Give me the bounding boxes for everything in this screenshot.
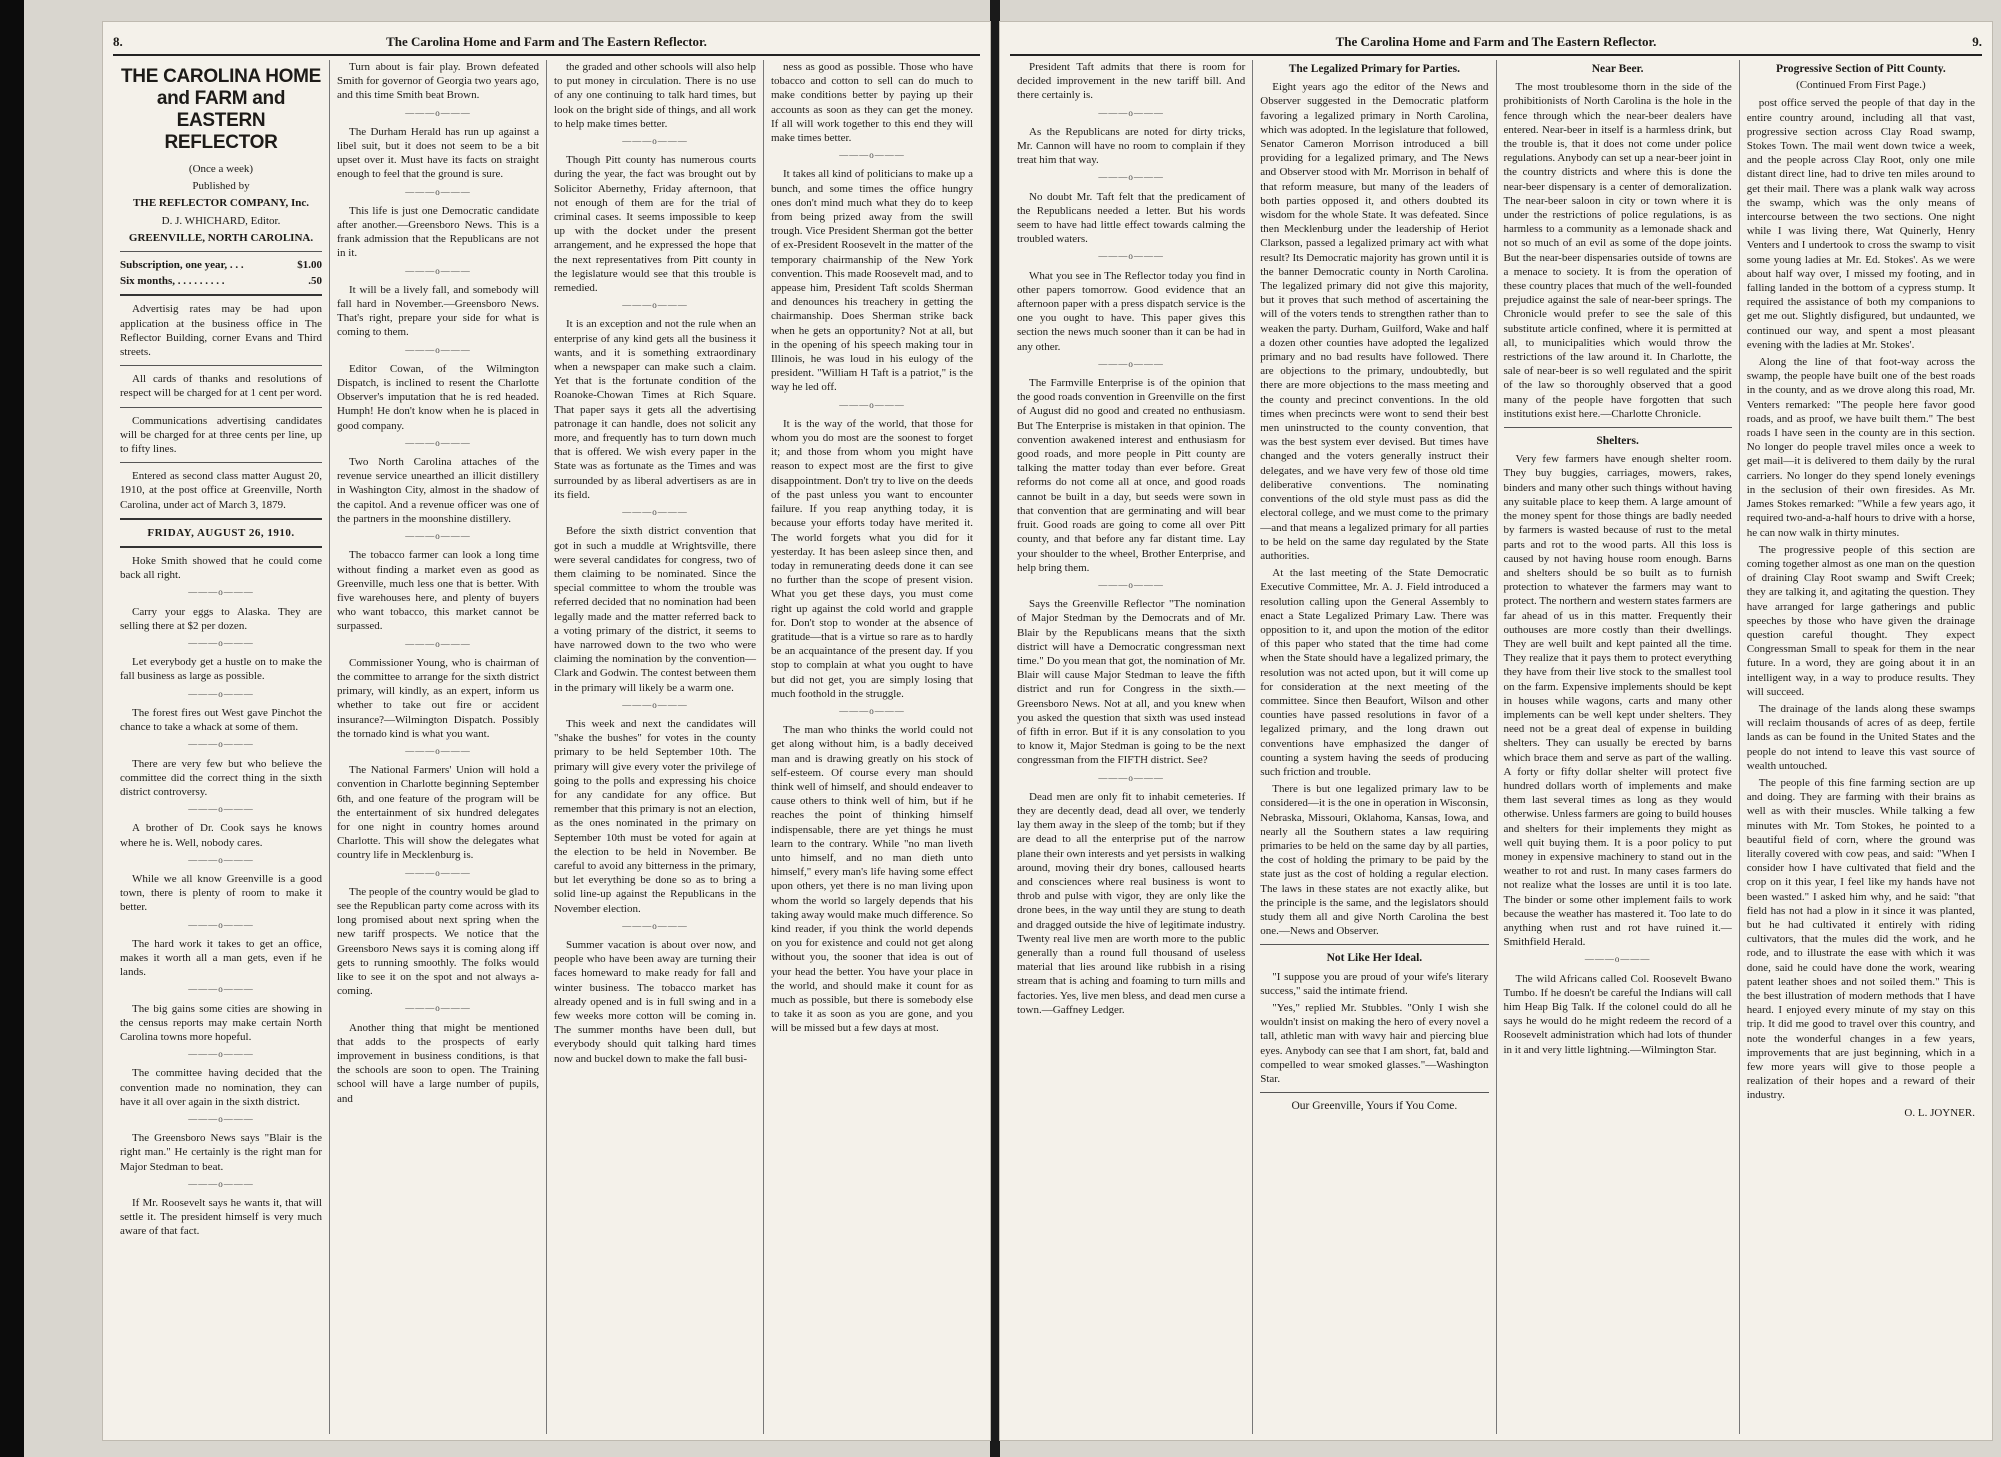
paragraph: A brother of Dr. Cook says he knows where he is. Well, nobody cares. <box>120 822 322 849</box>
newspaper-page-9 <box>1000 22 1992 1440</box>
column-items <box>1017 60 1245 1017</box>
separator: ———o——— <box>1098 107 1164 118</box>
paragraph: Editor Cowan, of the Wilmington Dispatch, is inclined to resent the Charlotte Observer's imputation that he is red headed. Humph! He don't know when he is placed in good company. <box>337 362 539 432</box>
paragraph: If Mr. Roosevelt says he wants it, that will settle it. The president himself is very much aware of that fact. <box>120 1196 322 1238</box>
paragraph: Turn about is fair play. Brown defeated Smith for governor of Georgia two years ago, and this time Smith beat Brown. <box>337 61 539 102</box>
separator: ———o——— <box>188 854 254 865</box>
paragraph: It takes all kind of politicians to make up a bunch, and some times the office hungry ones don't mind much what they do to keep from being prized away from the swill trough. Vice President Sherman got the better of ex-President Roosevelt in the matter of the temporary chairmanship of the New York convention. This made Roosevelt mad, and to appease him, President Taft scolds Sherman and denounces his treachery in getting the chairmanship. Does Sherman strike back when he gets an opportunity? Not at all, but in the opening of his speech making tour in Illinois, he was loud in his eulogy of the president. "William H Taft is a patriot," is the way he led off. <box>771 168 973 394</box>
separator: ———o——— <box>405 344 471 355</box>
paragraph: The people of the country would be glad to see the Republican party come across with its long promised about next spring when the new tariff prospects. We notice that the Greensboro News says it is coming along iff gets to running smoothly. The folks would like to see it on the spot and not always a-coming. <box>337 885 540 998</box>
separator: ———o——— <box>188 638 254 649</box>
paragraph: The big gains some cities are showing in the census reports may make certain North Carolina towns more hopeful. <box>120 1002 322 1043</box>
paragraph: Before the sixth district convention that got in such a muddle at Wrightsville, there were several candidates for congress, two of them claiming to be nominated. Since the special committee to whom the trouble was referred decided that no nomination had been legally made and the matter referred back to a voting primary of the district, it seems to have narrowed down to the two who were claiming the nomination by the convention—Clark and Godwin. The contest between them in the primary will likely be a warm one. <box>554 525 756 694</box>
paragraph: Along the line of that foot-way across the swamp, the people have built one of the best roads in the county, and as we drove along this road, Mr. Venters remarked: "The people here favor good roads, and as proof, we have built them." The best roads I have seen in the county are in this section. No longer do people travel miles once a week to get mail—it is delivered to them daily by the rural carriers. No longer do they spend lonely evenings in the seclusion of their own firesides. As Mr. James Stokes remarked: "While a few years ago, it required two-and-a-half hours to drive with a horse, he can now walk in thirty minutes. <box>1746 356 1975 539</box>
rule <box>120 365 322 366</box>
separator: ———o——— <box>188 804 254 815</box>
separator: ———o——— <box>188 1113 254 1124</box>
article-subtitle: (Continued From First Page.) <box>1796 79 1926 92</box>
notice: Advertisig rates may be had upon application at the business office in The Reflector Building, corner Evans and Third streets. <box>120 303 322 359</box>
paragraph: There are very few but who believe the committee did the correct thing in the sixth district controversy. <box>120 757 322 798</box>
separator: ———o——— <box>188 587 254 598</box>
separator: ———o——— <box>405 1003 471 1014</box>
paragraph: The Durham Herald has run up against a libel suit, but it does not seem to be a bit upset over it. Must have its facts on straight enough to feel that the ground is sure. <box>337 125 539 181</box>
paragraph: President Taft admits that there is room for decided improvement in the new tariff bill. And there certainly is. <box>1017 61 1246 102</box>
separator: ———o——— <box>1584 954 1651 965</box>
paragraph: Dead men are only fit to inhabit cemeteries. If they are decently dead, dead all over, we tenderly lay them away in the sleep of the tomb; but if they are dead to all the enterprise put of the narrow plane their own interests and yet persists in walking around, moving their dry bones, calloused hearts and consciences where real business is wont to throb and pulse with vigor, they are only like the drone bees, in the way until they are stung to death and dragged outside the hive of legitimate industry. Twenty real live men are worth more to the public generally than a round full thousand of useless material that lies around like rubbish in a rising stream that is aching and foaming to turn mills and factories. Yes, live men bless, and dead men curse a town.—Gaffney Ledger. <box>1017 790 1246 1016</box>
paragraph: Let everybody get a hustle on to make the fall business as large as possible. <box>120 656 322 683</box>
separator: ———o——— <box>188 984 254 995</box>
separator: ———o——— <box>405 265 471 276</box>
rate-price: $1.00 <box>297 259 322 272</box>
article-body <box>1747 96 1975 1102</box>
author-signature: O. L. JOYNER. <box>1904 1106 1975 1119</box>
separator: ———o——— <box>1098 251 1164 262</box>
separator: ———o——— <box>622 136 688 147</box>
column-1 <box>113 60 329 1434</box>
paragraph: "Yes," replied Mr. Stubbles. "Only I wish she wouldn't insist on making the hero of every novel a tall, athletic man with wavy hair and piercing blue eyes. Anybody can see that I am short, fat, bald and compelled to wear smoked glasses."—Washington Star. <box>1260 1002 1489 1086</box>
paragraph: Though Pitt county has numerous courts during the year, the fact was brought out by Solicitor Abernethy, Friday afternoon, that not enough of them are for the trial of criminal cases. It seems impossible to keep up with the docket under the present arrangement, and he expressed the hope that the next representatives from Pitt county in the legislature would see that this trouble is remedied. <box>554 154 756 295</box>
separator: ———o——— <box>405 867 471 878</box>
separator: ———o——— <box>188 1178 254 1189</box>
masthead-title: THE CAROLINA HOME and FARM and EASTERN REFLECTOR <box>120 66 322 153</box>
location: GREENVILLE, NORTH CAROLINA. <box>128 231 314 244</box>
paragraph: Summer vacation is about over now, and people who have been away are turning their faces homeward to make ready for fall and winter business. The tobacco market has already opened and is in full swing and in a few weeks more cotton will be coming in. The summer months have been dull, but everybody should quit talking hard times now and buckel down to make the fall busi- <box>554 938 756 1065</box>
article-body <box>1504 80 1732 421</box>
rate-row <box>120 274 322 288</box>
paragraph: The people of this fine farming section are up and doing. They are farming with their brains as well as with their muscles. While talking a few minutes with Mr. Tom Stokes, he pointed to a beautiful field of corn, where the ground was literally covered with cow peas, and said: "When I consider how I have cultivated that field and the crop on it this year, I feel like my hands have not been wasted." I asked him why, and he said: "that field has not had a plow in it since it was planted, but he had cultivated it entirely with riding cultivators, that the mules did the work, and he rode, and to illustrate the ease with which it was done, said he could have done the work, wearing patent leather shoes and not soiled them." This is the best illustration of modern methods that I have heard. I enjoyed every minute of my stay on this trip. It did me good to travel over this country, and note the wonderful changes in a few years, improvements that are just beginning, which in a few more years will give to those people a realization of their hopes and a reward of their industry. <box>1746 776 1975 1102</box>
separator: ———o——— <box>188 739 254 750</box>
paragraph: Carry your eggs to Alaska. They are selling there at $2 per dozen. <box>120 605 322 632</box>
separator: ———o——— <box>839 399 905 410</box>
paragraph: There is but one legalized primary law to be considered—it is the one in operation in Wisconsin, Nebraska, Missouri, Oklahoma, Kansas, Iowa, and nearly all the Southern states a law requiring primaries to be held on the same day by all parties, the cost of holding the primary to be paid by the state just as the cost of holding a regular election. The laws in these states are not exactly alike, but the principle is the same, and the legislators should study them all and give North Carolina the best one.—News and Observer. <box>1260 783 1489 938</box>
paragraph: It is an exception and not the rule when an enterprise of any kind gets all the business it wants, and it is something extraordinary when a newspaper can make such a claim. Yet that is the fortunate condition of the Roanoke-Chowan Times at Rich Square. That paper says it gets all the advertising patronage it can handle, does not solicit any more, and frequently has to turn down much that is offered. We wish every paper in the State was as fortunate as the Times and was surrounded by as liberal advertisers as are in its field. <box>554 318 756 501</box>
page-number: 8. <box>113 34 123 49</box>
separator: ———o——— <box>405 638 471 649</box>
separator: ———o——— <box>622 300 688 311</box>
separator: ———o——— <box>1098 772 1164 783</box>
paragraph: Very few farmers have enough shelter room. They buy buggies, carriages, mowers, rakes, binders and many other such things without having any suitable place to keep them. A large amount of the money spent for those things are badly needed by farmers is wasted because of rust to the metal parts and rot to the wood parts. All this loss is caused by not having house room enough. Barns and shelters should be so built as to furnish protection to whatever the farmers may want to protect. The northern and western states farmers are far ahead of us in this matter. Frequently their outhouses are more costly than their dwellings. They are well built and kept painted all the time. They realize that it pays them to protect everything they have from their live stock to the smallest tool on the farm. Expensive implements should be kept in houses while wagons, carts and many other implements can be well kept under shelters. They need not be a great deal of expense in building shelters. They can usually be erected by barns which brace them and serve as part of the walling. A forty or fifty dollar shelter will protect five hundred dollars worth of implements and make them last several times as long as they would otherwise. Unless farmers are going to build houses and shelters for their implements they might as well quit buying them. It is a poor policy to put money in expensive machinery to stand out in the weather to rot and rust. In many cases farmers do not realize what the losses are until it is too late. The binder or some other implement fails to work because the weather has mastered it. Too late to do anything when rust and rot have ruined it.—Smithfield Herald. <box>1503 453 1732 949</box>
separator: ———o——— <box>405 107 471 118</box>
column-3 <box>1496 60 1739 1434</box>
separator: ———o——— <box>405 186 471 197</box>
paragraph: The National Farmers' Union will hold a convention in Charlotte beginning September 6th, and one feature of the program will be the entertainment of six hundred delegates for one night in country homes around Charlotte. This will show the delegates what country life in Mecklenburg is. <box>337 764 539 862</box>
column-1 <box>1010 60 1252 1434</box>
notice: Communications advertising candidates will be charged for at three cents per line, up to fifty lines. <box>120 414 322 456</box>
separator: ———o——— <box>405 531 471 542</box>
article-body <box>1504 452 1732 1057</box>
article-body <box>1260 80 1488 938</box>
running-head <box>1010 32 1982 56</box>
rule <box>120 407 322 408</box>
paragraph: The most troublesome thorn in the side of the prohibitionists of North Carolina is the hole in the fence through which the near-beer dealers have entered. Near-beer in itself is a harmless drink, but the trouble is, that it does not come under police regulations. Anybody can set up a near-beer joint in the country districts and where this is done the near-beer dispensary is a center of demoralization. The near-beer saloon in city or town where it is under the restrictions of police regulations, is as harmless to a community as a lemonade shack and not so much of an evil as some of the dope joints. But the near-beer dispensaries outside of towns are a menace to society. It is from the operation of these country places that much of the well-founded prejudice against the sale of near-beer springs. The Chronicle would prefer to see the sale of this substitute article confined, where it is permitted at all, to municipalities which would throw the restrictions of the law around it. In Charlotte, the sale of near-beer is so well regulated and the spirit of the law so thoroughly observed that a good many of the people have forgotten that such institutions exist here.—Charlotte Chronicle. <box>1503 81 1732 420</box>
dateline: FRIDAY, AUGUST 26, 1910. <box>147 526 295 539</box>
article-body <box>1260 970 1488 1087</box>
paragraph: This life is just one Democratic candidate after another.—Greensboro News. This is a frank admission that the Republicans are not in it. <box>337 204 539 260</box>
separator: ———o——— <box>188 919 254 930</box>
paragraph: The committee having decided that the convention made no nomination, they can have it all over again in the sixth district. <box>120 1067 322 1108</box>
paragraph: The forest fires out West gave Pinchot the chance to take a whack at some of them. <box>120 706 322 734</box>
paragraph: The drainage of the lands along these swamps will reclaim thousands of acres of as deep, fertile lands as can be found in the United States and the people do not intend to leave this vast source of wealth untouched. <box>1746 702 1975 772</box>
paragraph: the graded and other schools will also help to put money in circulation. There is no use of any one continuing to talk hard times, but look on the bright side of things, and all work to help make times better. <box>554 61 756 130</box>
paragraph: It will be a lively fall, and somebody will fall hard in November.—Greensboro News. That's right, prepare your side for what is coming to them. <box>337 283 539 339</box>
column-items <box>771 60 973 1036</box>
paragraph: While we all know Greenville is a good town, there is plenty of room to make it better. <box>120 872 322 914</box>
paragraph: The hard work it takes to get an office, makes it worth all a man gets, even if he lands. <box>120 937 322 979</box>
page-gutter <box>990 0 1000 1457</box>
newspaper-page-8 <box>103 22 990 1440</box>
paragraph: At the last meeting of the State Democratic Executive Committee, Mr. A. J. Field introduced a resolution calling upon the General Assembly to enact a State Legalized Primary Law. There was opposition to it, and upon the motion of the editor of this paper who stated that the time had come when the State should have a legalized primary, the resolution was not acted upon, but it will come up for consideration at the next meeting of the committee. Since then Beaufort, Wilson and other counties have passed resolutions in favor of a legalized primary, and the long drawn out conventions have emphasized the danger of counting a system having the seeds of producing such friction and trouble. <box>1260 567 1489 778</box>
separator: ———o——— <box>188 688 254 699</box>
editor: D. J. WHICHARD, Editor. <box>161 214 281 227</box>
separator: ———o——— <box>405 437 471 448</box>
notice: All cards of thanks and resolutions of respect will be charged for at 1 cent per word. <box>120 373 322 400</box>
paragraph: The Greensboro News says "Blair is the right man." He certainly is the right man for Major Stedman to beat. <box>120 1132 322 1173</box>
separator: ———o——— <box>1098 358 1164 369</box>
paragraph: Two North Carolina attaches of the revenue service unearthed an illicit distillery in Washington City, almost in the shadow of the capitol. And a revenue officer was one of the partners in the moonshine distillery. <box>337 456 539 525</box>
column-4 <box>1739 60 1982 1434</box>
separator: ———o——— <box>405 745 471 756</box>
article-title: Near Beer. <box>1591 63 1644 75</box>
paragraph: The wild Africans called Col. Roosevelt Bwano Tumbo. If he doesn't be careful the Indians will call him Heap Big Talk. If the colonel could do all he says he would do he might redeem the record of a Roosevelt administration which had lots of thunder in it and very little lightning.—Wilmington Star. <box>1503 972 1732 1056</box>
footer-slogan: Our Greenville, Yours if You Come. <box>1291 1100 1458 1113</box>
notice: Entered as second class matter August 20, 1910, at the post office at Greenville, North Carolina, under act of March 3, 1879. <box>120 470 322 511</box>
paragraph: post office served the people of that day in the entire country around, including all that vast, progressive section across Clay Road swamp, Stokes Town. The mail went down twice a week, and the people across Clay Root, only one mile distant direct line, had to drive ten miles around to get their mail. There was a plank walk way across the swamp, which was the only means of intercourse between the two sections. One night while I was living there, Wat Quinerly, Henry Venters and I undertook to cross the swamp to visit some young ladies at Mr. Ed. Stokes'. As we were about half way over, I missed my footing, and in falling landed in the bottom of a cypress stump. It required the assistance of both my companions to get me out. Slightly disfigured, but undaunted, we continued our way, and spent a most pleasant evening with the ladies at Mr. Stokes'. <box>1746 97 1975 351</box>
separator: ———o——— <box>839 705 905 716</box>
page-number: 9. <box>1972 34 1982 49</box>
rate-price: .50 <box>308 275 322 288</box>
column-items <box>337 60 539 1106</box>
scan-border <box>0 0 24 1457</box>
separator: ———o——— <box>622 920 688 931</box>
separator: ———o——— <box>839 150 905 161</box>
paragraph: The Farmville Enterprise is of the opinion that the good roads convention in Greenville on the first of August did no good and created no enthusiasm. But The Enterprise is mistaken in that opinion. The convention awakened interest and enthusiasm for good roads, and more people in Pitt county are talking the matter today than ever before. Great reforms do not come all at once, and good roads cannot be built in a day, but seeds were sown in that convention that are germinating and will bear fruit. Good roads are going to come all over Pitt county, and that before any far distant time. Lay your shoulder to the wheel, Brother Enterprise, and help bring them. <box>1017 377 1246 574</box>
running-title: The Carolina Home and Farm and The Eastern Reflector. <box>386 34 707 49</box>
separator: ———o——— <box>622 507 688 518</box>
paragraph: Says the Greenville Reflector "The nomination of Major Stedman by the Democrats and of Mr. Blair by the Republicans means that the sixth district will have a Democratic congressman next time." Do you mean that got, the nomination of Mr. Blair will cause Major Stedman to leave the fifth district and run for Congress in the sixth.—Greensboro News. Not at all, and you knew when you asked the question that sixth was used instead of fifth in error. But if it is any consolation to you to know it, Major Stedman is going to be the next congressman from the FIFTH district. See? <box>1017 598 1246 767</box>
paragraph: The tobacco farmer can look a long time without finding a market even as good as Greenville, much less one that is better. With five warehouses here, and plenty of buyers who want tobacco, this market cannot be surpassed. <box>337 549 539 633</box>
paragraph: It is the way of the world, that those for whom you do most are the soonest to forget it; and those from whom you might have reason to expect most are the first to give disappointment. Don't try to live on the deeds of the past unless you want to encounter failure. If you reap anything today, it is because your efforts today have merited it. The world forgets what you did for it yesterday. It has been asleep since then, and today in remunerating deeds done it can see no further than the scope of present vision. What you get these days, you must come right up against the cold world and grapple for. Don't stop to wonder at the absence of gratitude—that is a virtue so rare as to hardly be an acquaintance of the present day. If you stop to complain at what you ought to have but did not get, you are simply losing that much foothold in the struggle. <box>771 417 973 700</box>
columns <box>113 60 980 1434</box>
column-2 <box>1252 60 1495 1434</box>
rate-label: Six months, . . . . . . . . . <box>120 275 225 288</box>
published-by: Published by <box>192 180 250 193</box>
separator: ———o——— <box>622 699 688 710</box>
rate-label: Subscription, one year, . . . <box>120 259 244 272</box>
rate-row <box>120 258 322 272</box>
paragraph: What you see in The Reflector today you find in other papers tomorrow. Good evidence that an afternoon paper with a press dispatch service is the one you ought to have. This paper gives this section the news much sooner than it can be had in any other. <box>1017 269 1246 353</box>
paragraph: "I suppose you are proud of your wife's literary success," said the intimate friend. <box>1260 970 1489 997</box>
separator: ———o——— <box>1098 579 1164 590</box>
running-title: The Carolina Home and Farm and The Eastern Reflector. <box>1335 34 1657 49</box>
column-4 <box>763 60 980 1434</box>
rule <box>120 462 322 463</box>
paragraph: Hoke Smith showed that he could come back all right. <box>120 555 322 582</box>
running-head <box>113 32 980 56</box>
paragraph: Eight years ago the editor of the News and Observer suggested in the Democratic platform favoring a legalized primary in North Carolina, which was adopted. In the legislature that followed, Senator Cameron Morrison introduced a bill providing for a legalized primary, and The News and Observer stood with Mr. Morrison in behalf of that reform measure, but many of the leaders of both parties opposed it, and others doubted its wisdom for the whole State. It was defeated. Since then Mecklenburg under the leadership of Heriot Clarkson, passed a legalized primary act with what result? Its Democratic majority has grown until it is the banner Democratic county in North Carolina. The legalized primary did not give this majority, but it proves that such method of ascertaining the will of the voters tends to strengthen rather than to weaken the party. Durham, Guilford, Wake and half a dozen other counties have adopted the legalized primary and no bad results have followed. There are objections to the primary, undoubtedly, but there are more objections to the mass meeting and the county and precinct conventions. In the old times when precincts were wont to send their best men uninstructed to the county convention, that was the best system ever devised. But times have changed and the voters generally instruct their delegates, and we have very few of those old time deliberative conventions. The nominating conventions of the old style must pass as did the electoral college, and we must come to the primary—and that means a legalized primary for all parties to be held on the same day regulated by the State authorities. <box>1260 81 1489 562</box>
article-title: The Legalized Primary for Parties. <box>1288 63 1461 75</box>
paragraph: The progressive people of this section are coming together almost as one man on the question of draining Clay Root swamp and Swift Creek; they are talking it, and agitating the question. They have arranged for large gatherings and public speeches by those who have given the drainage question careful thought. They expect Congressman Small to speak for them in the near future. In a word, they are going about it in an intelligent way, in a way to produce results. They will succeed. <box>1746 543 1975 698</box>
article-title: Not Like Her Ideal. <box>1326 952 1423 965</box>
paragraph: ness as good as possible. Those who have tobacco and cotton to sell can do much to make conditions better by paying up their accounts as soon as they can get the money. If all will work together to this end they will make times better. <box>771 61 973 145</box>
paragraph: This week and next the candidates will "shake the bushes" for votes in the county primary to be held September 10th. The primary will give every voter the privilege of going to the polls and expressing his choice for any candidate for any office. But remember that this primary is not an election, as the ones nominated in the primary on September 10th must be voted for again at the election to be held in November. Be careful to avoid any bitterness in the primary, but let everything be done so as to bring a solid line-up against the Republicans in the November election. <box>554 717 756 915</box>
company: THE REFLECTOR COMPANY, Inc. <box>132 197 310 210</box>
separator: ———o——— <box>1098 172 1164 183</box>
paragraph: As the Republicans are noted for dirty tricks, Mr. Cannon will have no room to complain if they treat him that way. <box>1017 125 1246 167</box>
subscription-rates <box>120 258 322 288</box>
columns <box>1010 60 1982 1434</box>
paragraph: No doubt Mr. Taft felt that the predicament of the Republicans needed a letter. But his words seem to have had little effect towards calming the troubled waters. <box>1017 190 1246 246</box>
column-2 <box>329 60 546 1434</box>
article-title: Progressive Section of Pitt County. <box>1775 63 1946 75</box>
column-items <box>554 60 756 1066</box>
column-items <box>120 554 322 1239</box>
notices <box>120 302 322 511</box>
paragraph: Commissioner Young, who is chairman of the committee to arrange for the sixth district primary, will kindly, as an expert, inform us whether to take out fire or accident insurance?—Wilmington Dispatch. Possibly the tornado kind is what you want. <box>337 656 539 740</box>
article-title: Shelters. <box>1596 435 1639 448</box>
frequency: (Once a week) <box>188 163 254 175</box>
paragraph: The man who thinks the world could not get along without him, is a badly deceived man and is drawing greatly on his stock of self-esteem. Of course every man should think well of himself, and should endeaver to cause others to think well of him, but if he reaches the point of thinking himself indispensable, there are yet things he must learn to the contrary. While "no man liveth unto himself, and no man dieth unto himself," every man's life having some effect upon others, yet there is no man living upon whom the world so largely depends that his taking away would make much difference. So kind reader, if you think the world depends on you for existence and could not get along without you, the sooner that idea is out of your head the better. You have your place in the world, and should make it count for as much as possible, but there is somebody else to take it as soon as you are gone, and you will be missed but a few days at most. <box>771 724 973 1035</box>
separator: ———o——— <box>188 1049 254 1060</box>
paragraph: Another thing that might be mentioned that adds to the prospects of early improvement in business conditions, is that the schools are soon to open. The Training school will have a large number of pupils, and <box>337 1021 539 1105</box>
column-3 <box>546 60 763 1434</box>
